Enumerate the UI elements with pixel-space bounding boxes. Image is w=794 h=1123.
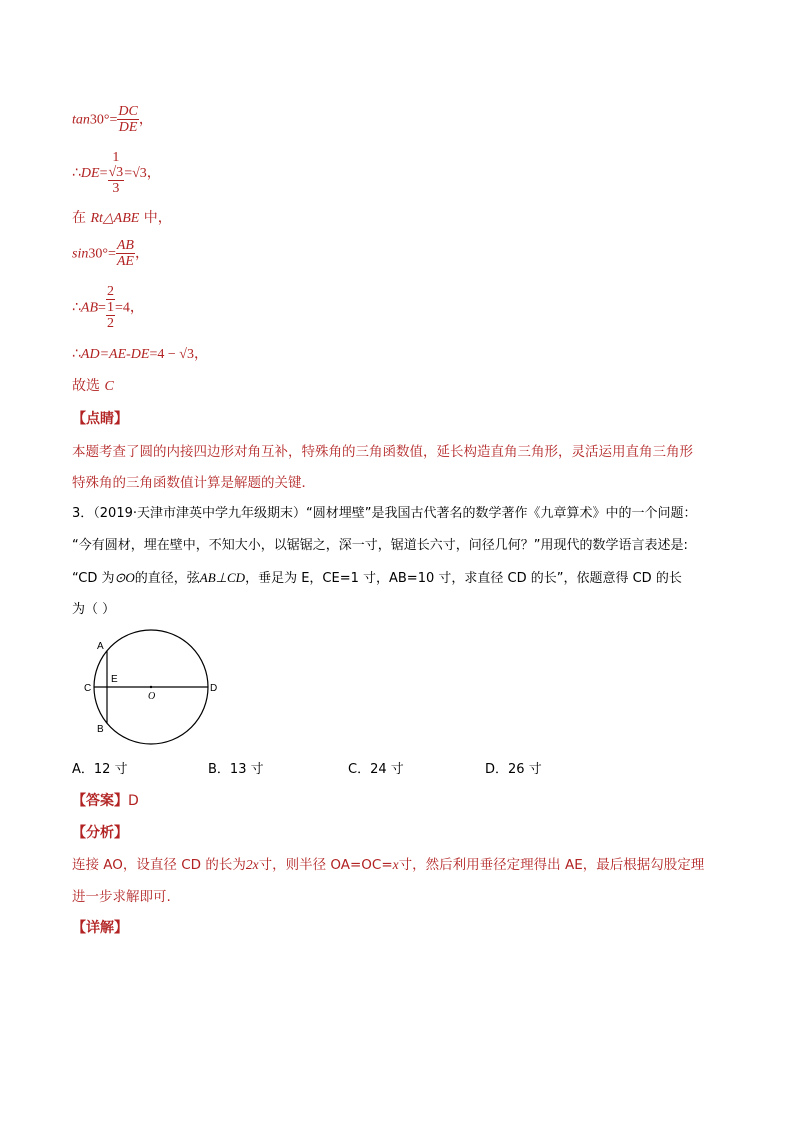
answer-heading: 【答案】: [72, 793, 128, 809]
question-line-3: “CD 为⊙O的直径，弦AB⊥CD，垂足为 E，CE=1 寸，AB=10 寸，求直径 CD 的长”，依题意得 CD 的长: [72, 570, 682, 586]
question-line-4: 为（ ）: [72, 602, 116, 617]
label-o: O: [148, 691, 156, 702]
label-a: A: [97, 641, 104, 652]
answer-value: D: [128, 793, 139, 809]
comment-heading: 【点睛】: [72, 411, 128, 427]
comment-line-1: 本题考查了圆的内接四边形对角互补，特殊角的三角函数值，延长构造直角三角形，灵活运用直角三角形: [72, 444, 693, 460]
center-point: [150, 686, 152, 688]
option-a: A．12 寸: [72, 762, 128, 777]
answer-line: [72, 793, 139, 809]
label-c: C: [84, 683, 92, 694]
comment-line-2: 特殊角的三角函数值计算是解题的关键．: [72, 475, 315, 491]
question-line-1: 3．（2019·天津市津英中学九年级期末）“圆材埋壁”是我国古代著名的数学著作《九章算术》中的一个问题：: [72, 506, 697, 521]
option-b: B．13 寸: [208, 762, 264, 777]
de-equation: ∴DE= 1 √3 3 =√3，: [72, 150, 161, 196]
rt-triangle-line: 在 Rt△ABE 中，: [72, 210, 172, 226]
analysis-line-1: 连接 AO，设直径 CD 的长为2x寸，则半径 OA=OC=x寸，然后利用垂径定理得出 AE，最后根据勾股定理: [72, 857, 705, 873]
label-e: E: [111, 674, 118, 685]
circle-figure: [76, 628, 236, 746]
ad-equation: ∴AD=AE-DE=4 − √3，: [72, 346, 208, 362]
option-d: D．26 寸: [485, 762, 542, 777]
question-line-2: “今有圆材，埋在壁中，不知大小，以锯锯之，深一寸，锯道长六寸，问径几何？”用现代的数学语言表述是:: [72, 538, 688, 553]
sin-equation: sin30°= $\frac{AB}{AE}$ ，: [72, 238, 149, 269]
tan-equation: tan30°= $\frac{DC}{DE}$ ，: [72, 104, 153, 135]
label-b: B: [97, 724, 104, 735]
analysis-line-2: 进一步求解即可.: [72, 889, 171, 905]
label-d: D: [210, 683, 218, 694]
detail-heading: 【详解】: [72, 920, 128, 936]
ab-equation: ∴AB= 2 1 2 =4，: [72, 284, 144, 331]
choice-line: 故选 C: [72, 378, 114, 394]
analysis-heading: 【分析】: [72, 825, 128, 841]
option-c: C．24 寸: [348, 762, 404, 777]
